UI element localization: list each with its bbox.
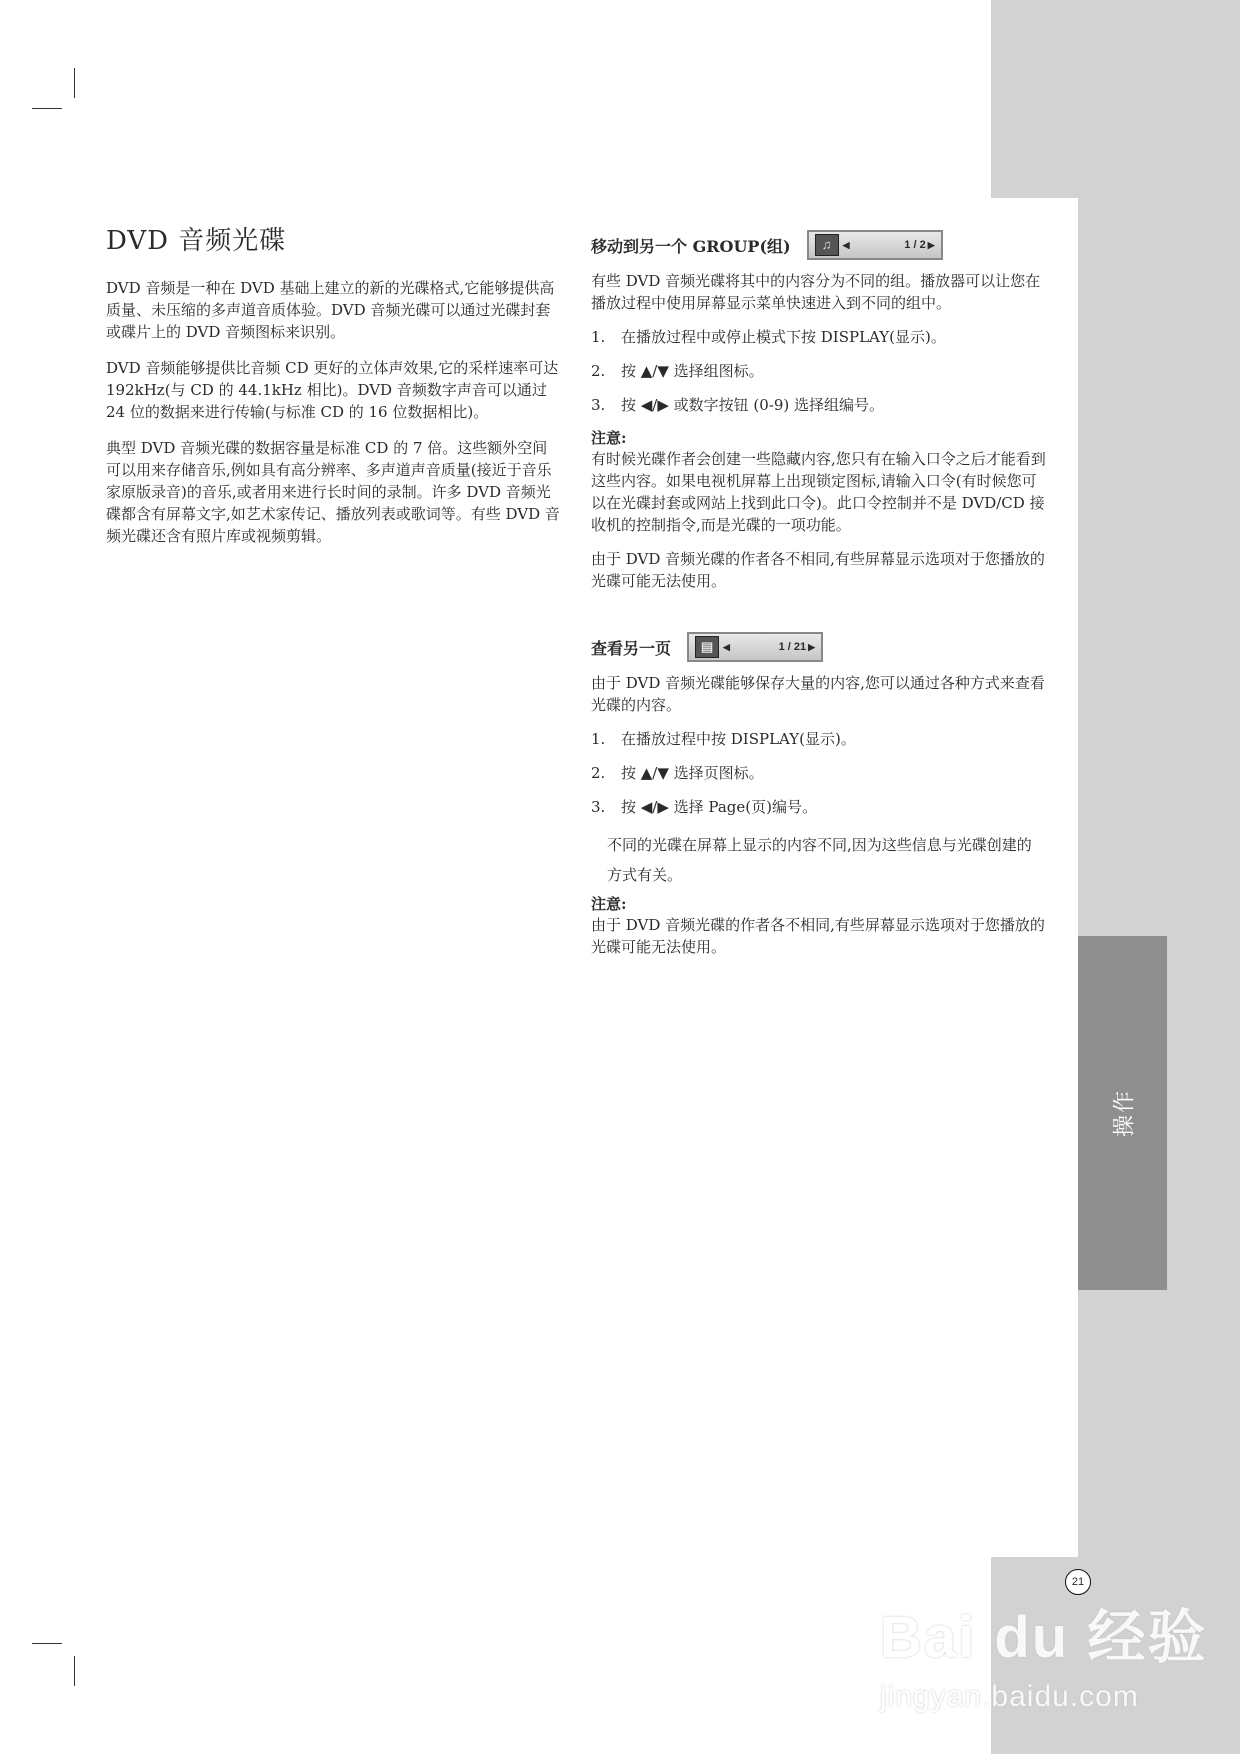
watermark-url: jingyan.baidu.com — [880, 1680, 1139, 1713]
osd-value: 1 / 2 — [904, 239, 926, 251]
note-text: 由于 DVD 音频光碟的作者各不相同,有些屏幕显示选项对于您播放的光碟可能无法使用。 — [591, 916, 1045, 956]
group-steps — [591, 326, 1046, 416]
picture-icon: ▤ — [695, 636, 719, 658]
page-section-header — [591, 632, 1046, 662]
list-item: 1. 在播放过程中按 DISPLAY(显示)。 — [591, 730, 856, 748]
group-section-header — [591, 230, 1046, 260]
arrow-left-icon: ◀ — [842, 239, 850, 250]
right-column — [591, 230, 1046, 970]
remark-text: 不同的光碟在屏幕上显示的内容不同,因为这些信息与光碟创建的方式有关。 — [607, 836, 1032, 884]
note-heading: 注意: — [591, 429, 627, 447]
list-item: 2. 按 ▲/▼ 选择页图标。 — [591, 764, 764, 782]
note-text: 由于 DVD 音频光碟的作者各不相同,有些屏幕显示选项对于您播放的光碟可能无法使用。 — [591, 550, 1045, 590]
paragraph: DVD 音频是一种在 DVD 基础上建立的新的光碟格式,它能够提供高质量、未压缩的多声道音质体验。DVD 音频光碟可以通过光碟封套或碟片上的 DVD 音频图标来识别。 — [106, 279, 555, 341]
group-intro: 有些 DVD 音频光碟将其中的内容分为不同的组。播放器可以让您在播放过程中使用屏幕显示菜单快速进入到不同的组中。 — [591, 272, 1041, 312]
crop-mark — [74, 68, 75, 98]
music-note-icon: ♫ — [815, 234, 839, 256]
list-item: 1. 在播放过程中或停止模式下按 DISPLAY(显示)。 — [591, 328, 946, 346]
osd-value: 1 / 21 — [778, 641, 807, 653]
page-osd-display — [687, 632, 823, 662]
page-title: DVD 音频光碟 — [106, 226, 287, 256]
arrow-right-icon: ▶ — [808, 641, 816, 652]
page-steps — [591, 728, 1046, 818]
page-intro: 由于 DVD 音频光碟能够保存大量的内容,您可以通过各种方式来查看光碟的内容。 — [591, 674, 1045, 714]
watermark — [880, 1590, 1207, 1714]
crop-mark — [74, 1656, 75, 1686]
page-number: 21 — [1065, 1569, 1091, 1595]
group-osd-display — [807, 230, 943, 260]
note-heading: 注意: — [591, 895, 627, 913]
watermark-brand: Bai du 经验 — [880, 1605, 1208, 1670]
arrow-right-icon: ▶ — [927, 239, 935, 250]
group-section-title: 移动到另一个 GROUP(组) — [591, 236, 791, 256]
margin-band-top — [991, 0, 1240, 198]
side-tab — [1078, 936, 1167, 1290]
note-text: 有时候光碟作者会创建一些隐藏内容,您只有在输入口令之后才能看到这些内容。如果电视机屏幕上出现锁定图标,请输入口令(有时候您可以在光碟封套或网站上找到此口令)。此口令控制并不是 DVD/CD 接收机的控制指令,而是光碟的一项功能。 — [591, 450, 1046, 534]
side-tab-label: 操作 — [1112, 1088, 1137, 1138]
list-item: 3. 按 ◀/▶ 选择 Page(页)编号。 — [591, 798, 817, 816]
paragraph: DVD 音频能够提供比音频 CD 更好的立体声效果,它的采样速率可达 192kHz(与 CD 的 44.1kHz 相比)。DVD 音频数字声音可以通过 24 位的数据来进行传输(与标准 CD 的 16 位数据相比)。 — [106, 359, 559, 421]
arrow-left-icon: ◀ — [723, 641, 730, 652]
left-column — [106, 220, 562, 561]
page-section-title: 查看另一页 — [591, 638, 672, 658]
list-item: 3. 按 ◀/▶ 或数字按钮 (0-9) 选择组编号。 — [591, 396, 885, 414]
list-item: 2. 按 ▲/▼ 选择组图标。 — [591, 362, 764, 380]
paragraph: 典型 DVD 音频光碟的数据容量是标准 CD 的 7 倍。这些额外空间可以用来存储音乐,例如具有高分辨率、多声道声音质量(接近于音乐家原版录音)的音乐,或者用来进行长时间的录制。许多 DVD 音频光碟都含有屏幕文字,如艺术家传记、播放列表或歌词等。有些 DVD 音频光碟还含有照片库或视频剪辑。 — [106, 439, 560, 545]
crop-mark — [32, 1643, 62, 1644]
crop-mark — [32, 108, 62, 109]
